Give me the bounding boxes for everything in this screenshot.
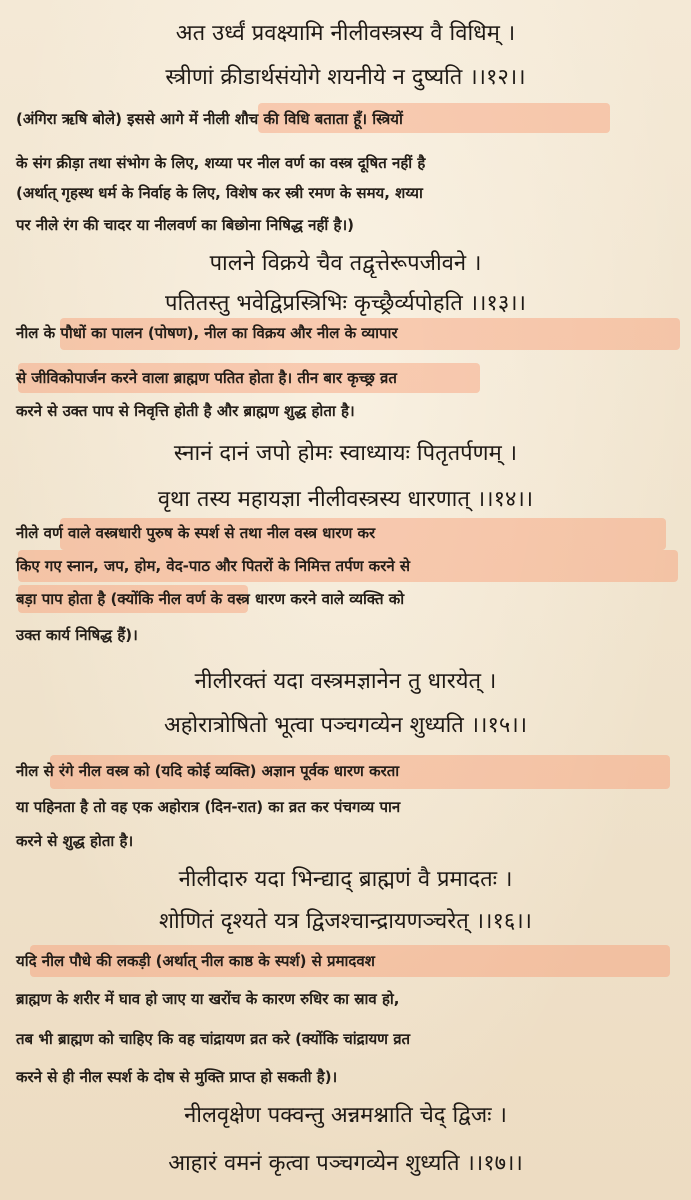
commentary-line: नीले वर्ण वाले वस्त्रधारी पुरुष के स्पर्श से तथा नील वस्त्र धारण कर [16,524,376,542]
verse-line: स्त्रीणां क्रीडार्थसंयोगे शयनीये न दुष्यति ।।१२।। [165,65,526,90]
commentary-line: से जीविकोपार्जन करने वाला ब्राह्मण पतित होता है। तीन बार कृच्छ्र व्रत [16,369,397,387]
verse-line: वृथा तस्य महायज्ञा नीलीवस्त्रस्य धारणात् ।।१४।। [157,487,534,512]
commentary-line: ब्राह्मण के शरीर में घाव हो जाए या खरोंच के कारण रुधिर का स्राव हो, [16,990,400,1008]
commentary-line: नील के पौधों का पालन (पोषण), नील का विक्रय और नील के व्यापार [16,324,398,342]
commentary-line: बड़ा पाप होता है (क्योंकि नील वर्ण के वस्त्र धारण करने वाले व्यक्ति को [16,590,405,608]
commentary-line: उक्त कार्य निषिद्ध हैं)। [16,626,138,644]
commentary-line: (अंगिरा ऋषि बोले) इससे आगे में नीली शौच की विधि बताता हूँ। स्त्रियों [16,110,403,128]
commentary-line: करने से उक्त पाप से निवृत्ति होती है और ब्राह्मण शुद्ध होता है। [16,402,355,420]
commentary-line: नील से रंगे नील वस्त्र को (यदि कोई व्यक्ति) अज्ञान पूर्वक धारण करता [16,762,400,780]
verse-line: नीलीरक्तं यदा वस्त्रमज्ञानेन तु धारयेत् । [194,669,497,694]
commentary-line: तब भी ब्राह्मण को चाहिए कि वह चांद्रायण व्रत करे (क्योंकि चांद्रायण व्रत [16,1030,411,1048]
verse-line: अत उर्ध्वं प्रवक्ष्यामि नीलीवस्त्रस्य वै विधिम् । [175,21,516,46]
verse-line: नीलीदारु यदा भिन्द्याद् ब्राह्मणं वै प्रमादतः । [178,867,513,892]
verse-line: आहारं वमनं कृत्वा पञ्चगव्येन शुध्यति ।।१७।। [168,1151,523,1176]
commentary-line: पर नीले रंग की चादर या नीलवर्ण का बिछोना निषिद्ध नहीं है।) [16,216,355,234]
commentary-line: के संग क्रीड़ा तथा संभोग के लिए, शय्या पर नील वर्ण का वस्त्र दूषित नहीं है [16,154,426,172]
verse-line: पतितस्तु भवेद्विप्रस्त्रिभिः कृच्छ्रैर्व्यपोहति ।।१३।। [165,291,526,316]
commentary-line: करने से ही नील स्पर्श के दोष से मुक्ति प्राप्त हो सकती है)। [16,1068,338,1086]
verse-line: पालने विक्रये चैव तद्वृत्तेरूपजीवने । [209,251,482,276]
verse-line: अहोरात्रोषितो भूत्वा पञ्चगव्येन शुध्यति ।।१५।। [163,713,528,738]
commentary-line: करने से शुद्ध होता है। [16,832,134,850]
commentary-line: (अर्थात् गृहस्थ धर्म के निर्वाह के लिए, विशेष कर स्त्री रमण के समय, शय्या [16,184,423,202]
verse-line: नीलवृक्षेण पक्वन्तु अन्नमश्नाति चेद् द्विजः । [184,1103,507,1128]
verse-line: शोणितं दृश्यते यत्र द्विजश्चान्द्रायणञ्चरेत् ।।१६।। [159,909,532,934]
commentary-line: यदि नील पौधे की लकड़ी (अर्थात् नील काष्ठ के स्पर्श) से प्रमादवश [16,952,375,970]
commentary-line: या पहिनता है तो वह एक अहोरात्र (दिन-रात) का व्रत कर पंचगव्य पान [16,798,401,816]
verse-line: स्नानं दानं जपो होमः स्वाध्यायः पितृतर्पणम् । [173,441,518,466]
commentary-line: किए गए स्नान, जप, होम, वेद-पाठ और पितरों के निमित्त तर्पण करने से [16,557,411,575]
